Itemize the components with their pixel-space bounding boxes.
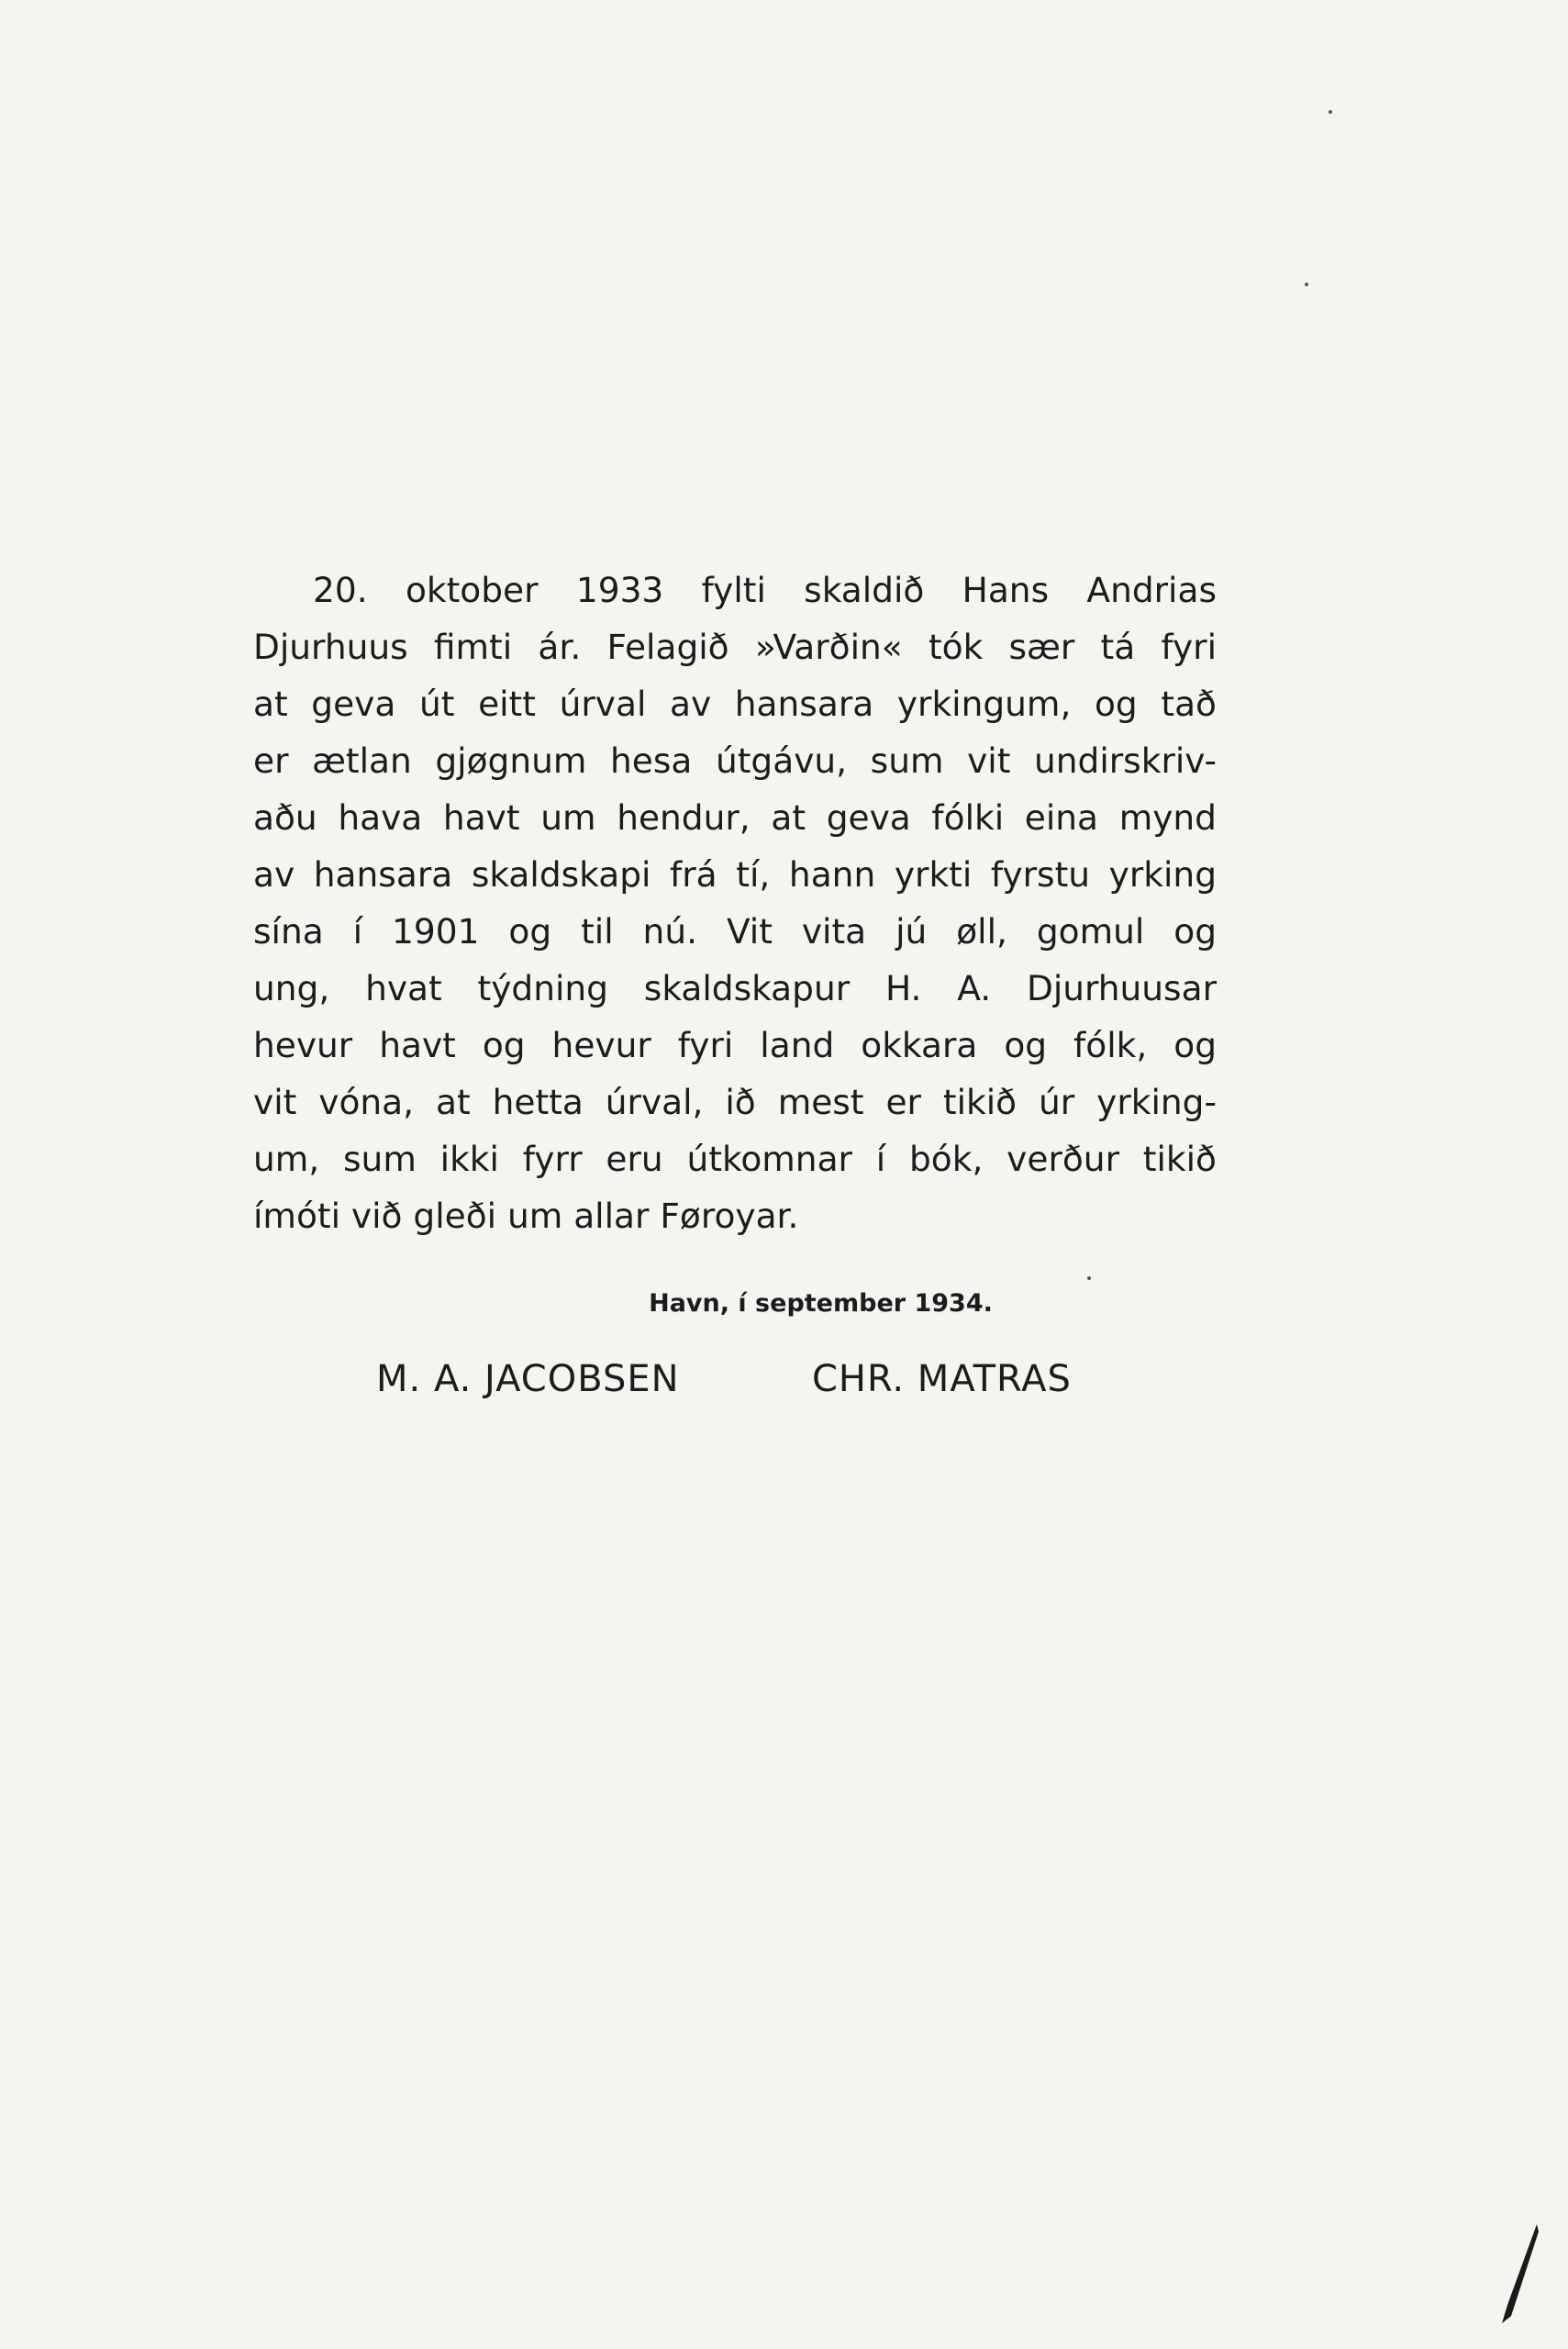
- preface-line: Djurhuus fimti ár. Felagið »Varðin« tók sær tá fyri: [253, 627, 1217, 667]
- paper-speck: [1087, 1276, 1091, 1280]
- preface-line: vit vóna, at hetta úrval, ið mest er tikið úr yrking-: [253, 1082, 1217, 1122]
- preface-line: at geva út eitt úrval av hansara yrkingum, og tað: [253, 684, 1217, 724]
- signature-jacobsen: M. A. JACOBSEN: [376, 1358, 680, 1400]
- preface-line: ung, hvat týdning skaldskapur H. A. Djurhuusar: [253, 968, 1217, 1008]
- preface-line: sína í 1901 og til nú. Vit vita jú øll, gomul og: [253, 911, 1217, 952]
- preface-line: av hansara skaldskapi frá tí, hann yrkti fyrstu yrking: [253, 854, 1217, 895]
- pencil-mark-icon: [1496, 2221, 1542, 2331]
- preface-line: er ætlan gjøgnum hesa útgávu, sum vit undirskriv-: [253, 740, 1217, 781]
- preface-line: 20. oktober 1933 fylti skaldið Hans Andrias: [313, 570, 1217, 610]
- paper-speck: [1305, 283, 1308, 286]
- preface-line: hevur havt og hevur fyri land okkara og fólk, og: [253, 1025, 1217, 1065]
- preface-line: um, sum ikki fyrr eru útkomnar í bók, verður tikið: [253, 1139, 1217, 1179]
- dateline: Havn, í september 1934.: [649, 1289, 993, 1318]
- preface-line: ímóti við gleði um allar Føroyar.: [253, 1196, 799, 1236]
- preface-text: [253, 562, 1217, 1244]
- paper-speck: [1329, 110, 1332, 114]
- signature-matras: CHR. MATRAS: [812, 1358, 1072, 1400]
- preface-line: aðu hava havt um hendur, at geva fólki eina mynd: [253, 797, 1217, 838]
